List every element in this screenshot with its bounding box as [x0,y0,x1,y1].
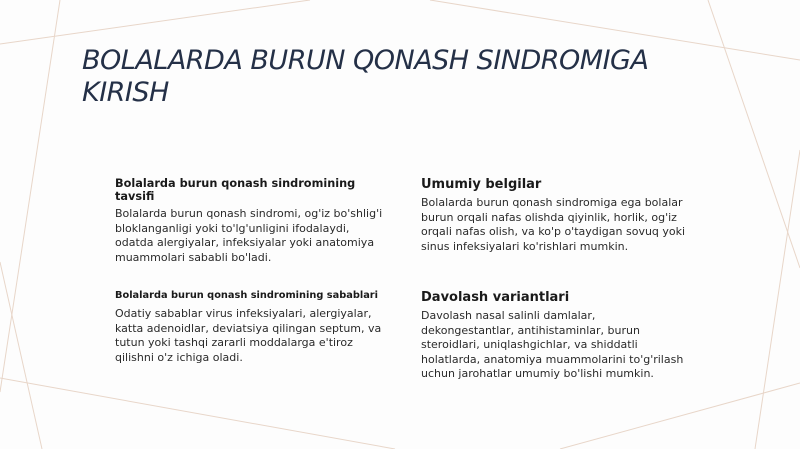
slide-title: BOLALARDA BURUN QONASH SINDROMIGA KIRISH [82,45,649,108]
section-heading: Bolalarda burun qonash sindromining tavsifi [115,177,356,203]
section-description [115,177,385,265]
section-text: Odatiy sabablar virus infeksiyalari, alergiyalar, katta adenoidlar, deviatsiya qilingan septum, va tutun yoki tashqi zararli moddalarga e'tiroz qilishni o'z ichiga oladi. [115,307,382,364]
section-text: Bolalarda burun qonash sindromiga ega bolalar burun orqali nafas olishda qiyinlik, horlik, og'iz orqali nafas olish, va ko'p o'taydigan sovuq yoki sinus infeksiyalari ko'rishlari mumkin. [421,196,686,253]
section-heading: Davolash variantlari [421,290,570,305]
section-heading: Bolalarda burun qonash sindromining sabablari [115,290,378,301]
section-causes [115,290,385,365]
section-symptoms [421,177,691,254]
section-text: Davolash nasal salinli damlalar, dekongestantlar, antihistaminlar, burun steroidlari, uniqlashgichlar, va shiddatli holatlarda, anatomiya muammolarini to'g'rilash uchun jarohatlar umumiy bo'lishi mumkin. [421,309,684,381]
section-treatment [421,290,691,382]
section-heading: Umumiy belgilar [421,177,542,192]
section-text: Bolalarda burun qonash sindromi, og'iz bo'shlig'i bloklanganligi yoki to'lg'unligini ifodalaydi, odatda alergiyalar, infeksiyalar yoki anatomiya muammolari sababli bo'ladi. [115,207,383,264]
